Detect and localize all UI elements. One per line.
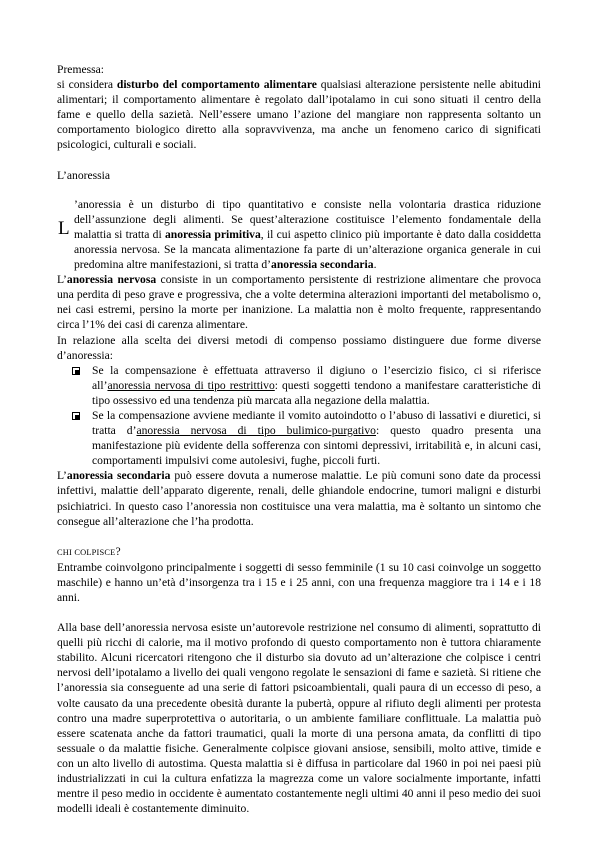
- underlined-term: anoressia nervosa di tipo bulimico-purgativo: [136, 424, 376, 438]
- section-heading-premessa: Premessa:: [57, 63, 105, 76]
- section-heading-anoressia: L’anoressia: [57, 168, 111, 182]
- drop-cap-letter: L: [58, 217, 70, 239]
- bold-term: disturbo del comportamento alimentare: [116, 78, 317, 92]
- anoressia-secondaria-paragraph: L’anoressia secondaria può essere dovuta a numerose malattie. Le più comuni sono date da processi infettivi, malattie dell’apparato digerente, renali, delle ghiandole endocrine, tumori maligni e disturbi psichiatrici. In questo caso l’anoressia non costituisce una vera malattia, ma è soltanto un sintomo che consegue all’alterazione che l’ha prodotta.: [57, 469, 541, 528]
- bullet-list: [57, 363, 541, 469]
- premessa-paragraph: si considera disturbo del comportamento alimentare qualsiasi alterazione persistente nelle abitudini alimentari; il comportamento alimentare è regolato dall’ipotalamo in cui sono situati il centro della fame e quello della sazietà. Nell’essere umano l’azione del mangiare non rappresenta soltanto un comportamento biologico diretto alla sopravvivenza, ma anche un fenomeno carico di significati psicologici, culturali e sociali.: [57, 78, 541, 152]
- forme-anoressia-paragraph: In relazione alla scelta dei diversi metodi di compenso possiamo distinguere due forme diverse d’anoressia:: [57, 333, 541, 362]
- list-item: Se la compensazione avviene mediante il vomito autoindotto o l’abuso di lassativi e diuretici, si tratta d’anoressia nervosa di tipo bulimico-purgativo: questo quadro presenta una manifestazione più evidente della sofferenza con sintomi depressivi, irritabilità e, in alcuni casi, comportamenti impulsivi come autolesivi, fughe, piccoli furti.: [92, 408, 541, 468]
- document-page: [57, 62, 541, 816]
- chi-colpisce-paragraph-1: Entrambe coinvolgono principalmente i soggetti di sesso femminile (1 su 10 casi coinvolge un soggetto maschile) e hanno un’età d’insorgenza tra i 15 e i 25 anni, con una frequenza maggiore tra i 14 e i 18 anni.: [57, 560, 541, 604]
- anoressia-nervosa-paragraph: L’anoressia nervosa consiste in un comportamento persistente di restrizione alimentare che provoca una perdita di peso grave e progressiva, che a volte determina alterazioni importanti del metabolismo o, nei casi estremi, persino la morte per inanizione. La malattia non è molto frequente, rappresentando circa l’1% dei casi di carenza alimentare.: [57, 273, 541, 332]
- bold-term: anoressia secondaria: [271, 258, 374, 272]
- bold-term: anoressia nervosa: [66, 273, 157, 287]
- chi-colpisce-paragraph-2: Alla base dell’anoressia nervosa esiste un’autorevole restrizione nel consumo di alimenti, soprattutto di quelli più ricchi di calorie, ma il motivo profondo di questo comportamento non è tuttora chiaramente stabilito. Alcuni ricercatori ritengono che il disturbo sia dovuto ad un’alterazione che colpisce i centri nervosi dell’ipotalamo a livello dei quali vengono regolate le sensazioni di fame e sazietà. Si ritiene che l’anoressia sia conseguente ad una serie di fattori psicoambientali, quali paura di un eccesso di peso, a volte causato da una precedente obesità durante la pubertà, oppure al rifiuto degli alimenti per protesta contro una madre superprotettiva o autoritaria, o un ambiente familiare conflittuale. La malattia può essere scatenata anche da fattori traumatici, quali la morte di una persona amata, da conflitti di tipo sessuale o da malattie fisiche. Generalmente colpisce giovani ansiose, sensibili, molto attive, timide e con un alto livello di autostima. Questa malattia si è diffusa in particolare dal 1960 in poi nei paesi più industrializzati in cui la cultura enfatizza la magrezza come un valore socialmente importante, infatti mentre il peso medio in occidente è aumentato costantemente negli ultimi 40 anni il peso medio dei suoi modelli ideali è costantemente diminuito.: [57, 621, 541, 816]
- underlined-term: anoressia nervosa di tipo restrittivo: [107, 378, 275, 392]
- section-heading-chi-colpisce: CHI COLPISCE?: [57, 544, 121, 558]
- anoressia-intro-paragraph: L ’anoressia è un disturbo di tipo quantitativo e consiste nella volontaria drastica riduzione dell’assunzione degli alimenti. Se quest’alterazione costituisce l’elemento fondamentale della malattia si tratta di anoressia primitiva, il cui aspetto clinico più importante è dato dalla cosiddetta anoressia nervosa. Se la mancata alimentazione fa parte di un’alterazione organica generale in cui predomina altre manifestazioni, si tratta d’anoressia secondaria.: [58, 197, 541, 272]
- bold-term: anoressia primitiva: [164, 227, 261, 241]
- square-bullet-icon: [72, 367, 80, 375]
- square-bullet-icon: [72, 412, 80, 420]
- list-item: Se la compensazione è effettuata attraverso il digiuno o l’esercizio fisico, ci si riferisce all’anoressia nervosa di tipo restrittivo: questi soggetti tendono a manifestare caratteristiche di tipo ossessivo ed una tendenza più marcata alla negazione della malattia.: [92, 363, 541, 408]
- bold-term: anoressia secondaria: [66, 469, 171, 483]
